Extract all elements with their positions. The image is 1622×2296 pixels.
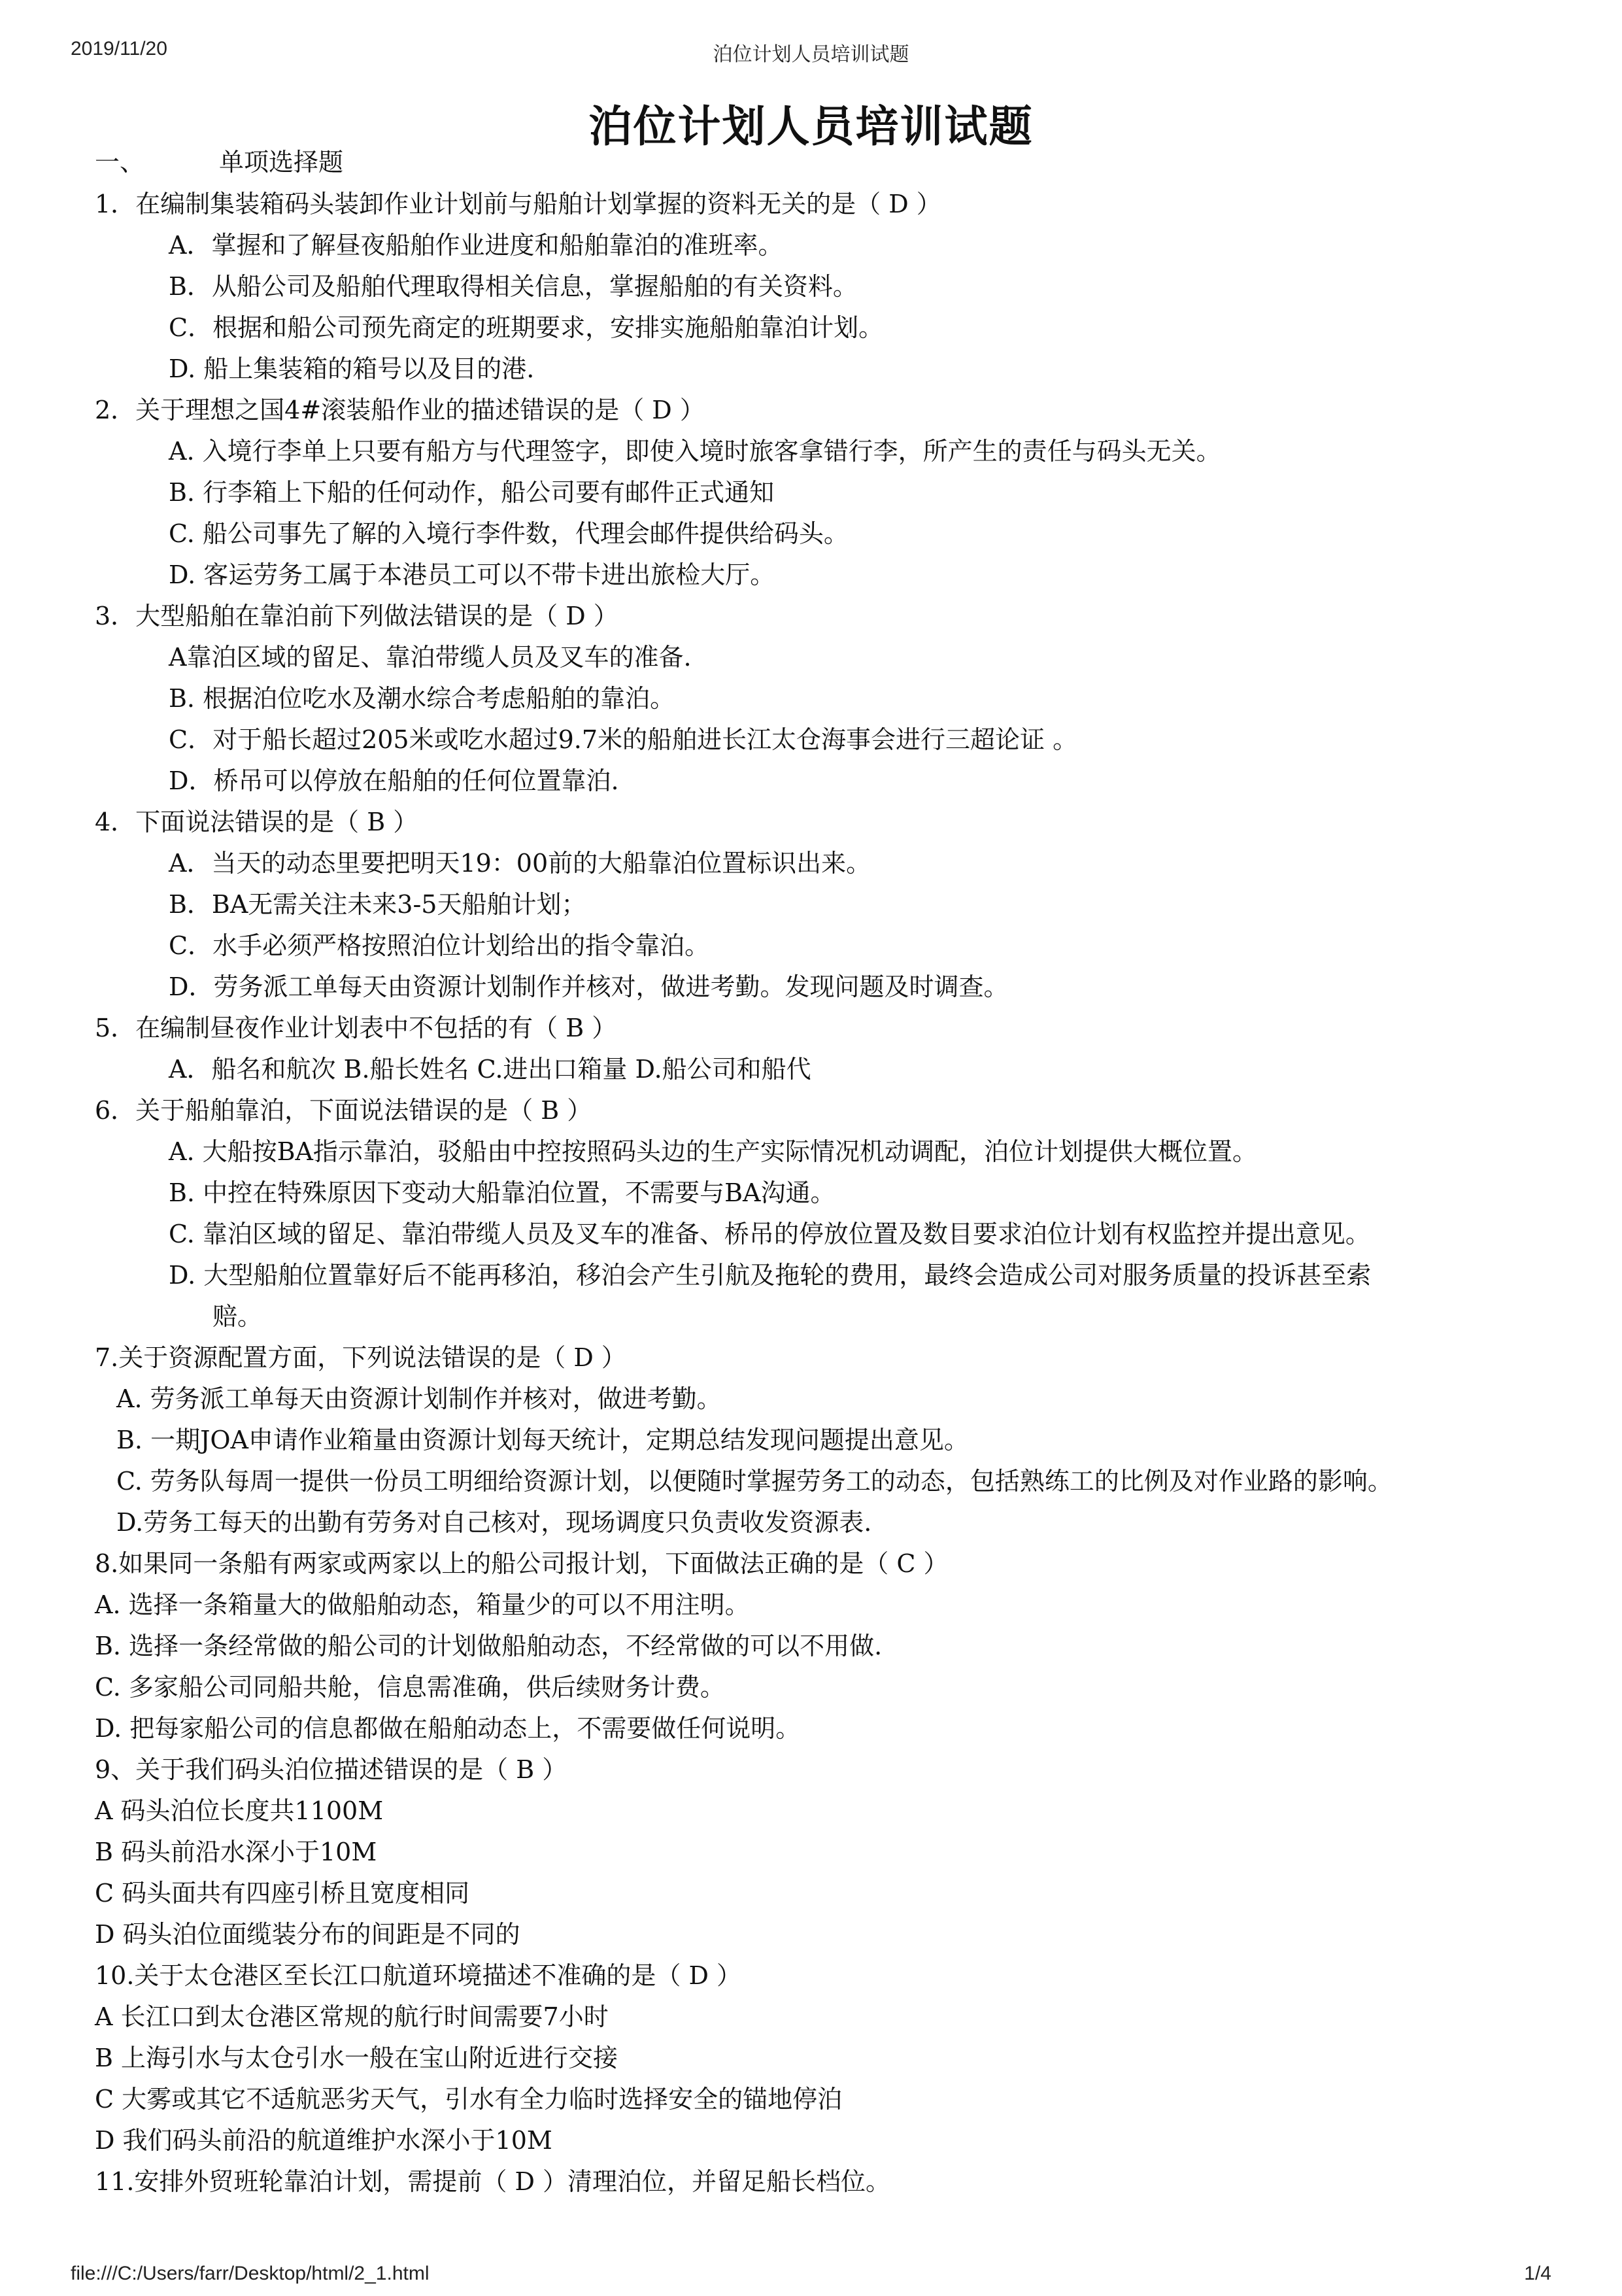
option-3d: D．桥吊可以停放在船舶的任何位置靠泊.	[169, 766, 619, 795]
question-6: 6．关于船舶靠泊，下面说法错误的是（ B ）	[95, 1096, 592, 1125]
option-4c: C．水手必须严格按照泊位计划给出的指令靠泊。	[169, 931, 710, 960]
question-2: 2．关于理想之国4#滚装船作业的描述错误的是（ D ）	[95, 396, 705, 424]
question-3: 3．大型船舶在靠泊前下列做法错误的是（ D ）	[95, 602, 618, 630]
section-number: 一、	[95, 148, 145, 177]
question-7: 7.关于资源配置方面，下列说法错误的是（ D ）	[95, 1343, 626, 1372]
option-2b: B. 行李箱上下船的任何动作，船公司要有邮件正式通知	[169, 478, 775, 507]
question-8: 8.如果同一条船有两家或两家以上的船公司报计划，下面做法正确的是（ C ）	[95, 1549, 949, 1578]
option-7a: A. 劳务派工单每天由资源计划制作并核对，做进考勤。	[116, 1384, 722, 1413]
page-number: 1/4	[1524, 2263, 1551, 2284]
option-6a: A. 大船按BA指示靠泊，驳船由中控按照码头边的生产实际情况机动调配，泊位计划提供大概位置。	[169, 1137, 1257, 1166]
option-6b: B. 中控在特殊原因下变动大船靠泊位置，不需要与BA沟通。	[169, 1178, 836, 1207]
option-7b: B. 一期JOA申请作业箱量由资源计划每天统计，定期总结发现问题提出意见。	[116, 1426, 969, 1454]
option-1b: B．从船公司及船舶代理取得相关信息，掌握船舶的有关资料。	[169, 272, 858, 301]
options-5: A．船名和航次 B.船长姓名 C.进出口箱量 D.船公司和船代	[169, 1055, 811, 1084]
option-10a: A 长江口到太仓港区常规的航行时间需要7小时	[95, 2002, 609, 2031]
print-footer-path: file:///C:/Users/farr/Desktop/html/2_1.html	[71, 2263, 430, 2284]
option-7c: C. 劳务队每周一提供一份员工明细给资源计划，以便随时掌握劳务工的动态，包括熟练工的比例及对作业路的影响。	[116, 1467, 1393, 1496]
print-header-title: 泊位计划人员培训试题	[713, 44, 909, 65]
question-11: 11.安排外贸班轮靠泊计划，需提前（ D ）清理泊位，并留足船长档位。	[95, 2167, 891, 2196]
section-label: 单项选择题	[219, 148, 344, 177]
question-4: 4．下面说法错误的是（ B ）	[95, 808, 418, 836]
option-10c: C 大雾或其它不适航恶劣天气，引水有全力临时选择安全的锚地停泊	[95, 2085, 843, 2114]
option-8d: D. 把每家船公司的信息都做在船舶动态上，不需要做任何说明。	[95, 1714, 801, 1743]
option-8a: A. 选择一条箱量大的做船舶动态，箱量少的可以不用注明。	[95, 1590, 750, 1619]
option-9d: D 码头泊位面缆装分布的间距是不同的	[95, 1920, 520, 1949]
option-1a: A．掌握和了解昼夜船舶作业进度和船舶靠泊的准班率。	[169, 231, 783, 260]
option-9a: A 码头泊位长度共1100M	[95, 1796, 384, 1825]
option-10d: D 我们码头前沿的航道维护水深小于10M	[95, 2126, 552, 2155]
option-7d: D.劳务工每天的出勤有劳务对自己核对，现场调度只负责收发资源表.	[116, 1508, 872, 1537]
option-10b: B 上海引水与太仓引水一般在宝山附近进行交接	[95, 2044, 618, 2072]
question-10: 10.关于太仓港区至长江口航道环境描述不准确的是（ D ）	[95, 1961, 742, 1990]
option-3a: A靠泊区域的留足、靠泊带缆人员及叉车的准备.	[169, 643, 692, 672]
option-9c: C 码头面共有四座引桥且宽度相同	[95, 1879, 470, 1908]
option-6c: C. 靠泊区域的留足、靠泊带缆人员及叉车的准备、桥吊的停放位置及数目要求泊位计划有权监控并提出意见。	[169, 1220, 1370, 1248]
option-4a: A．当天的动态里要把明天19：00前的大船靠泊位置标识出来。	[169, 849, 871, 878]
option-6d: D. 大型船舶位置靠好后不能再移泊，移泊会产生引航及拖轮的费用，最终会造成公司对服务质量的投诉甚至索	[169, 1261, 1372, 1290]
option-2d: D. 客运劳务工属于本港员工可以不带卡进出旅检大厅。	[169, 560, 775, 589]
option-2c: C. 船公司事先了解的入境行李件数，代理会邮件提供给码头。	[169, 519, 849, 548]
document-title: 泊位计划人员培训试题	[588, 101, 1034, 152]
option-3c: C．对于船长超过205米或吃水超过9.7米的船舶进长江太仓海事会进行三超论证 。	[169, 725, 1078, 754]
question-5: 5．在编制昼夜作业计划表中不包括的有（ B ）	[95, 1014, 617, 1042]
option-4b: B．BA无需关注未来3-5天船舶计划；	[169, 890, 586, 919]
option-8b: B. 选择一条经常做的船公司的计划做船舶动态，不经常做的可以不用做.	[95, 1632, 883, 1660]
option-1c: C．根据和船公司预先商定的班期要求，安排实施船舶靠泊计划。	[169, 313, 884, 342]
section-heading	[95, 148, 344, 177]
option-2a: A. 入境行李单上只要有船方与代理签字，即使入境时旅客拿错行李，所产生的责任与码头无关。	[169, 437, 1221, 466]
option-3b: B. 根据泊位吃水及潮水综合考虑船舶的靠泊。	[169, 684, 675, 713]
print-date: 2019/11/20	[71, 38, 167, 60]
question-9: 9、关于我们码头泊位描述错误的是（ B ）	[95, 1755, 567, 1784]
option-1d: D. 船上集装箱的箱号以及目的港.	[169, 354, 535, 383]
question-1: 1．在编制集装箱码头装卸作业计划前与船舶计划掌握的资料无关的是（ D ）	[95, 190, 941, 218]
option-8c: C. 多家船公司同船共舱，信息需准确，供后续财务计费。	[95, 1673, 725, 1702]
option-4d: D．劳务派工单每天由资源计划制作并核对，做进考勤。发现问题及时调查。	[169, 972, 1009, 1001]
option-6d-continued: 赔。	[212, 1302, 263, 1331]
option-9b: B 码头前沿水深小于10M	[95, 1838, 377, 1866]
